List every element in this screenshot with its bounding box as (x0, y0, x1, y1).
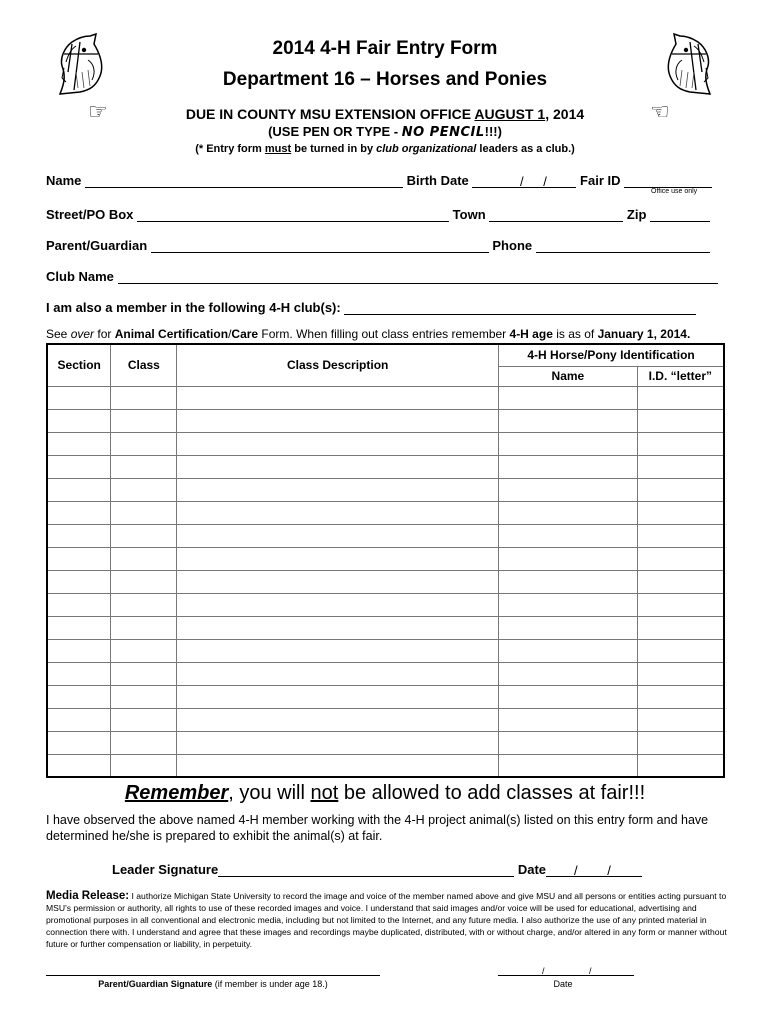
club-row (46, 269, 718, 284)
section-cell[interactable] (47, 708, 111, 731)
no-pencil: NO PENCIL (401, 125, 485, 140)
class-cell[interactable] (111, 685, 177, 708)
id-letter-cell[interactable] (637, 662, 724, 685)
horse-name-cell[interactable] (499, 754, 638, 777)
class-description-cell[interactable] (177, 662, 499, 685)
id-letter-cell[interactable] (637, 455, 724, 478)
horse-name-cell[interactable] (499, 386, 638, 409)
zip-field[interactable] (650, 208, 710, 222)
section-cell[interactable] (47, 616, 111, 639)
horse-name-cell[interactable] (499, 409, 638, 432)
id-letter-header: I.D. “letter” (637, 366, 724, 386)
class-description-cell[interactable] (177, 501, 499, 524)
section-cell[interactable] (47, 524, 111, 547)
footer-date-label: Date (553, 979, 573, 989)
class-description-cell[interactable] (177, 708, 499, 731)
leader-signature-label: Leader Signature (112, 862, 219, 877)
leader-statement: I have observed the above named 4-H member working with the 4-H project animal(s) listed on this entry form and have determined he/she is prepared to exhibit the animal(s) at fair. (46, 813, 709, 843)
horse-name-cell[interactable] (499, 432, 638, 455)
class-header: Class (111, 344, 177, 386)
other-clubs-row (46, 300, 696, 315)
table-row (47, 708, 724, 731)
town-label: Town (452, 207, 486, 222)
phone-label: Phone (492, 238, 533, 253)
class-cell[interactable] (111, 409, 177, 432)
table-row (47, 386, 724, 409)
id-letter-cell[interactable] (637, 754, 724, 777)
class-cell[interactable] (111, 455, 177, 478)
section-cell[interactable] (47, 570, 111, 593)
class-cell[interactable] (111, 501, 177, 524)
club-name-label: Club Name (46, 269, 114, 284)
fair-id-field[interactable] (624, 174, 712, 188)
class-description-cell[interactable] (177, 639, 499, 662)
horse-name-cell[interactable] (499, 731, 638, 754)
pointing-hand-left-icon: ☜ (650, 100, 670, 125)
media-release-text: I authorize Michigan State University to record the image and voice of the member named above and give MSU and all persons or entities acting pursuant to MSU's permission or authority, all rights to use of these recorded images and voice. I understand that said images and/or voice will be used for educational, advertising and promotional purposes in all conventional and electronic media, including but not limited to the Internet, and any future media. I also authorize the use of any printed material in connection there with. I understand and agree that these images and recordings maybe duplicated, distributed, with or without charge, and/or altered in any form or manner without future or further compensation or liability, in perpetuity. (46, 891, 727, 949)
horse-name-cell[interactable] (499, 616, 638, 639)
id-letter-cell[interactable] (637, 547, 724, 570)
id-letter-cell[interactable] (637, 432, 724, 455)
horse-name-cell[interactable] (499, 547, 638, 570)
section-cell[interactable] (47, 409, 111, 432)
id-letter-cell[interactable] (637, 501, 724, 524)
parent-signature-caption: Parent/Guardian Signature (if member is under age 18.) (98, 979, 328, 989)
use-pen-notice: (USE PEN OR TYPE - NO PENCIL!!!) (268, 124, 502, 140)
parent-row (46, 238, 710, 253)
phone-field[interactable] (536, 239, 710, 253)
id-letter-cell[interactable] (637, 685, 724, 708)
section-cell[interactable] (47, 547, 111, 570)
class-description-cell[interactable] (177, 478, 499, 501)
id-letter-cell[interactable] (637, 409, 724, 432)
other-clubs-label: I am also a member in the following 4-H club(s): (46, 300, 341, 315)
class-description-cell[interactable] (177, 386, 499, 409)
entry-form-note: (* Entry form must be turned in by club organizational leaders as a club.) (195, 143, 575, 155)
media-release (46, 890, 736, 950)
table-row (47, 754, 724, 777)
id-letter-cell[interactable] (637, 639, 724, 662)
class-description-header: Class Description (177, 344, 499, 386)
table-row (47, 616, 724, 639)
office-use-note: Office use only (651, 188, 698, 195)
section-cell[interactable] (47, 478, 111, 501)
leader-date-field[interactable]: / / (546, 863, 642, 877)
zip-label: Zip (626, 207, 647, 222)
table-row (47, 432, 724, 455)
section-cell[interactable] (47, 731, 111, 754)
leader-signature-field[interactable] (218, 863, 514, 877)
street-field[interactable] (137, 208, 449, 222)
section-cell[interactable] (47, 501, 111, 524)
class-description-cell[interactable] (177, 731, 499, 754)
horse-name-cell[interactable] (499, 501, 638, 524)
section-header: Section (47, 344, 111, 386)
footer-date-field[interactable] (498, 975, 634, 977)
table-row (47, 501, 724, 524)
class-cell[interactable] (111, 524, 177, 547)
horse-name-cell[interactable] (499, 478, 638, 501)
see-over-note: See over for Animal Certification/Care Form. When filling out class entries remember 4-H age is as of January 1, 2014. (46, 327, 691, 341)
class-description-cell[interactable] (177, 570, 499, 593)
remember-notice: Remember, you will not be allowed to add classes at fair!!! (124, 782, 646, 804)
class-cell[interactable] (111, 432, 177, 455)
id-letter-cell[interactable] (637, 386, 724, 409)
table-row (47, 409, 724, 432)
class-description-cell[interactable] (177, 524, 499, 547)
parent-label: Parent/Guardian (46, 238, 148, 253)
table-row (47, 570, 724, 593)
section-cell[interactable] (47, 386, 111, 409)
department-title: Department 16 – Horses and Ponies (222, 69, 548, 90)
media-release-heading: Media Release: (46, 890, 130, 902)
birth-date-field[interactable]: / / (472, 174, 576, 188)
parent-field[interactable] (151, 239, 489, 253)
table-row (47, 639, 724, 662)
name-row (46, 173, 712, 188)
class-description-cell[interactable] (177, 432, 499, 455)
class-cell[interactable] (111, 570, 177, 593)
section-cell[interactable] (47, 754, 111, 777)
form-title: 2014 4-H Fair Entry Form (272, 38, 498, 59)
class-cell[interactable] (111, 708, 177, 731)
class-cell[interactable] (111, 547, 177, 570)
horse-name-cell[interactable] (499, 685, 638, 708)
town-field[interactable] (489, 208, 623, 222)
class-description-cell[interactable] (177, 547, 499, 570)
identification-header: 4-H Horse/Pony Identification (499, 344, 724, 366)
class-cell[interactable] (111, 478, 177, 501)
id-letter-cell[interactable] (637, 593, 724, 616)
section-cell[interactable] (47, 455, 111, 478)
street-label: Street/PO Box (46, 207, 134, 222)
class-cell[interactable] (111, 593, 177, 616)
id-letter-cell[interactable] (637, 524, 724, 547)
pointing-hand-right-icon: ☞ (88, 100, 108, 125)
class-description-cell[interactable] (177, 754, 499, 777)
section-cell[interactable] (47, 639, 111, 662)
class-cell[interactable] (111, 754, 177, 777)
table-row (47, 478, 724, 501)
horse-name-cell[interactable] (499, 593, 638, 616)
table-row (47, 547, 724, 570)
id-letter-cell[interactable] (637, 570, 724, 593)
horse-name-header: Name (499, 366, 638, 386)
horse-name-cell[interactable] (499, 639, 638, 662)
table-row (47, 731, 724, 754)
class-description-cell[interactable] (177, 616, 499, 639)
horse-name-cell[interactable] (499, 662, 638, 685)
club-name-field[interactable] (118, 270, 718, 284)
class-cell[interactable] (111, 662, 177, 685)
horse-name-cell[interactable] (499, 524, 638, 547)
section-cell[interactable] (47, 593, 111, 616)
class-cell[interactable] (111, 639, 177, 662)
section-cell[interactable] (47, 685, 111, 708)
table-row (47, 685, 724, 708)
name-label: Name (46, 173, 82, 188)
class-cell[interactable] (111, 616, 177, 639)
class-description-cell[interactable] (177, 685, 499, 708)
class-cell[interactable] (111, 386, 177, 409)
footer-date-slashes: / / (542, 966, 592, 976)
class-description-cell[interactable] (177, 409, 499, 432)
birth-date-label: Birth Date (406, 173, 469, 188)
street-row (46, 207, 710, 222)
name-field[interactable] (85, 174, 403, 188)
horse-name-cell[interactable] (499, 708, 638, 731)
horse-name-cell[interactable] (499, 570, 638, 593)
class-cell[interactable] (111, 731, 177, 754)
horse-name-cell[interactable] (499, 455, 638, 478)
id-letter-cell[interactable] (637, 708, 724, 731)
table-row (47, 524, 724, 547)
other-clubs-field[interactable] (344, 301, 696, 315)
id-letter-cell[interactable] (637, 616, 724, 639)
section-cell[interactable] (47, 662, 111, 685)
leader-signature-row (112, 862, 642, 877)
table-row (47, 455, 724, 478)
table-row (47, 593, 724, 616)
fair-id-label: Fair ID (580, 173, 621, 188)
class-description-cell[interactable] (177, 455, 499, 478)
id-letter-cell[interactable] (637, 731, 724, 754)
table-row (47, 662, 724, 685)
leader-date-label: Date (517, 862, 547, 877)
class-description-cell[interactable] (177, 593, 499, 616)
due-date: AUGUST 1 (474, 106, 546, 122)
remember-word: Remember (124, 782, 229, 804)
parent-signature-field[interactable] (46, 975, 380, 977)
class-entries-table (46, 343, 725, 778)
entry-rows (47, 386, 724, 777)
id-letter-cell[interactable] (637, 478, 724, 501)
section-cell[interactable] (47, 432, 111, 455)
due-notice: DUE IN COUNTY MSU EXTENSION OFFICE AUGUST 1, 2014 (185, 106, 585, 122)
